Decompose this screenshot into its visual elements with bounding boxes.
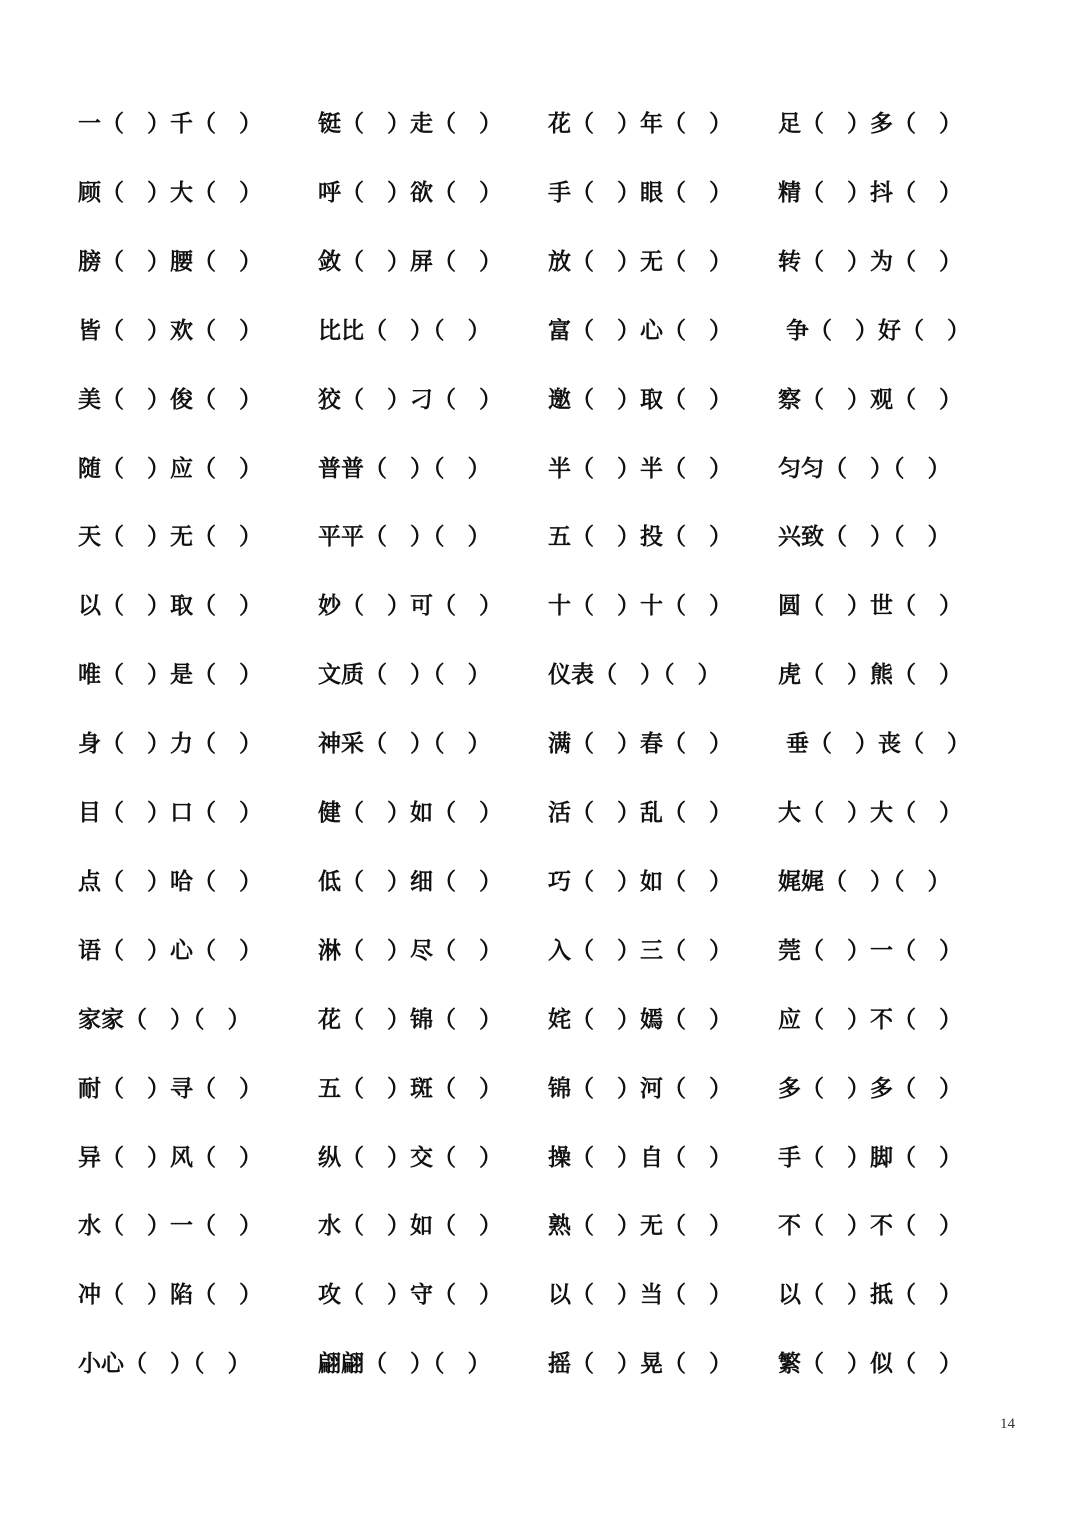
idiom-blank-item[interactable]: 冲（ ）陷（ ）: [78, 1282, 262, 1308]
idiom-blank-item[interactable]: 平平（ ）（ ）: [318, 524, 491, 550]
idiom-blank-item[interactable]: 富（ ）心（ ）: [548, 318, 732, 344]
worksheet-row: [0, 724, 1080, 764]
idiom-blank-item[interactable]: 放（ ）无（ ）: [548, 249, 732, 275]
worksheet-row: [0, 380, 1080, 420]
idiom-blank-item[interactable]: 普普（ ）（ ）: [318, 456, 491, 482]
worksheet-row: [0, 449, 1080, 489]
idiom-blank-item[interactable]: 摇（ ）晃（ ）: [548, 1351, 732, 1377]
idiom-blank-item[interactable]: 满（ ）春（ ）: [548, 731, 732, 757]
idiom-blank-item[interactable]: 以（ ）取（ ）: [78, 593, 262, 619]
page-number: 14: [1000, 1416, 1015, 1432]
idiom-blank-item[interactable]: 察（ ）观（ ）: [778, 387, 962, 413]
idiom-blank-item[interactable]: 狡（ ）刁（ ）: [318, 387, 502, 413]
idiom-blank-item[interactable]: 熟（ ）无（ ）: [548, 1213, 732, 1239]
idiom-blank-item[interactable]: 纵（ ）交（ ）: [318, 1145, 502, 1171]
idiom-blank-item[interactable]: 攻（ ）守（ ）: [318, 1282, 502, 1308]
idiom-blank-item[interactable]: 娓娓（ ）（ ）: [778, 869, 951, 895]
idiom-blank-item[interactable]: 随（ ）应（ ）: [78, 456, 262, 482]
idiom-blank-item[interactable]: 兴致（ ）（ ）: [778, 524, 951, 550]
worksheet-row: [0, 1138, 1080, 1178]
idiom-blank-item[interactable]: 手（ ）脚（ ）: [778, 1145, 962, 1171]
idiom-blank-item[interactable]: 低（ ）细（ ）: [318, 869, 502, 895]
idiom-blank-item[interactable]: 争（ ）好（ ）: [778, 318, 971, 344]
idiom-blank-item[interactable]: 巧（ ）如（ ）: [548, 869, 732, 895]
idiom-blank-item[interactable]: 繁（ ）似（ ）: [778, 1351, 962, 1377]
idiom-blank-item[interactable]: 多（ ）多（ ）: [778, 1076, 962, 1102]
worksheet-row: [0, 173, 1080, 213]
worksheet-row: [0, 1000, 1080, 1040]
idiom-blank-item[interactable]: 邀（ ）取（ ）: [548, 387, 732, 413]
worksheet-row: [0, 586, 1080, 626]
idiom-blank-item[interactable]: 呼（ ）欲（ ）: [318, 180, 502, 206]
idiom-blank-item[interactable]: 转（ ）为（ ）: [778, 249, 962, 275]
idiom-blank-item[interactable]: 翩翩（ ）（ ）: [318, 1351, 491, 1377]
worksheet-row: [0, 1206, 1080, 1246]
worksheet-row: [0, 1275, 1080, 1315]
worksheet-row: [0, 1344, 1080, 1384]
idiom-blank-item[interactable]: 耐（ ）寻（ ）: [78, 1076, 262, 1102]
idiom-blank-item[interactable]: 文质（ ）（ ）: [318, 662, 491, 688]
idiom-blank-item[interactable]: 铤（ ）走（ ）: [318, 111, 502, 137]
idiom-blank-item[interactable]: 身（ ）力（ ）: [78, 731, 262, 757]
worksheet-row: [0, 242, 1080, 282]
idiom-blank-item[interactable]: 活（ ）乱（ ）: [548, 800, 732, 826]
idiom-blank-item[interactable]: 仪表（ ）（ ）: [548, 662, 721, 688]
idiom-blank-item[interactable]: 五（ ）投（ ）: [548, 524, 732, 550]
idiom-blank-item[interactable]: 异（ ）风（ ）: [78, 1145, 262, 1171]
idiom-blank-item[interactable]: 敛（ ）屏（ ）: [318, 249, 502, 275]
idiom-blank-item[interactable]: 莞（ ）一（ ）: [778, 938, 962, 964]
idiom-blank-item[interactable]: 神采（ ）（ ）: [318, 731, 491, 757]
idiom-blank-item[interactable]: 足（ ）多（ ）: [778, 111, 962, 137]
idiom-blank-item[interactable]: 比比（ ）（ ）: [318, 318, 491, 344]
idiom-blank-item[interactable]: 匀匀（ ）（ ）: [778, 456, 951, 482]
idiom-blank-item[interactable]: 姹（ ）嫣（ ）: [548, 1007, 732, 1033]
worksheet-row: [0, 931, 1080, 971]
idiom-blank-item[interactable]: 顾（ ）大（ ）: [78, 180, 262, 206]
worksheet-row: [0, 862, 1080, 902]
idiom-blank-item[interactable]: 锦（ ）河（ ）: [548, 1076, 732, 1102]
idiom-blank-item[interactable]: 健（ ）如（ ）: [318, 800, 502, 826]
idiom-blank-item[interactable]: 皆（ ）欢（ ）: [78, 318, 262, 344]
idiom-blank-item[interactable]: 花（ ）锦（ ）: [318, 1007, 502, 1033]
idiom-blank-item[interactable]: 以（ ）当（ ）: [548, 1282, 732, 1308]
idiom-blank-item[interactable]: 操（ ）自（ ）: [548, 1145, 732, 1171]
idiom-blank-item[interactable]: 妙（ ）可（ ）: [318, 593, 502, 619]
worksheet-row: [0, 311, 1080, 351]
idiom-blank-item[interactable]: 膀（ ）腰（ ）: [78, 249, 262, 275]
idiom-blank-item[interactable]: 以（ ）抵（ ）: [778, 1282, 962, 1308]
idiom-blank-item[interactable]: 小心（ ）（ ）: [78, 1351, 251, 1377]
idiom-blank-item[interactable]: 圆（ ）世（ ）: [778, 593, 962, 619]
worksheet-row: [0, 104, 1080, 144]
idiom-blank-item[interactable]: 十（ ）十（ ）: [548, 593, 732, 619]
idiom-blank-item[interactable]: 天（ ）无（ ）: [78, 524, 262, 550]
idiom-blank-item[interactable]: 大（ ）大（ ）: [778, 800, 962, 826]
idiom-blank-item[interactable]: 精（ ）抖（ ）: [778, 180, 962, 206]
idiom-blank-item[interactable]: 家家（ ）（ ）: [78, 1007, 251, 1033]
idiom-blank-item[interactable]: 语（ ）心（ ）: [78, 938, 262, 964]
idiom-blank-item[interactable]: 垂（ ）丧（ ）: [778, 731, 971, 757]
idiom-blank-item[interactable]: 淋（ ）尽（ ）: [318, 938, 502, 964]
worksheet-row: [0, 793, 1080, 833]
idiom-blank-item[interactable]: 五（ ）斑（ ）: [318, 1076, 502, 1102]
idiom-blank-item[interactable]: 水（ ）如（ ）: [318, 1213, 502, 1239]
idiom-blank-item[interactable]: 花（ ）年（ ）: [548, 111, 732, 137]
idiom-blank-item[interactable]: 半（ ）半（ ）: [548, 456, 732, 482]
idiom-blank-item[interactable]: 不（ ）不（ ）: [778, 1213, 962, 1239]
idiom-blank-item[interactable]: 水（ ）一（ ）: [78, 1213, 262, 1239]
idiom-blank-item[interactable]: 应（ ）不（ ）: [778, 1007, 962, 1033]
idiom-blank-item[interactable]: 点（ ）哈（ ）: [78, 869, 262, 895]
idiom-blank-item[interactable]: 美（ ）俊（ ）: [78, 387, 262, 413]
idiom-blank-item[interactable]: 入（ ）三（ ）: [548, 938, 732, 964]
worksheet-row: [0, 655, 1080, 695]
idiom-blank-item[interactable]: 虎（ ）熊（ ）: [778, 662, 962, 688]
idiom-blank-item[interactable]: 目（ ）口（ ）: [78, 800, 262, 826]
idiom-blank-item[interactable]: 一（ ）千（ ）: [78, 111, 262, 137]
worksheet-row: [0, 1069, 1080, 1109]
worksheet-row: [0, 517, 1080, 557]
idiom-blank-item[interactable]: 唯（ ）是（ ）: [78, 662, 262, 688]
idiom-blank-item[interactable]: 手（ ）眼（ ）: [548, 180, 732, 206]
